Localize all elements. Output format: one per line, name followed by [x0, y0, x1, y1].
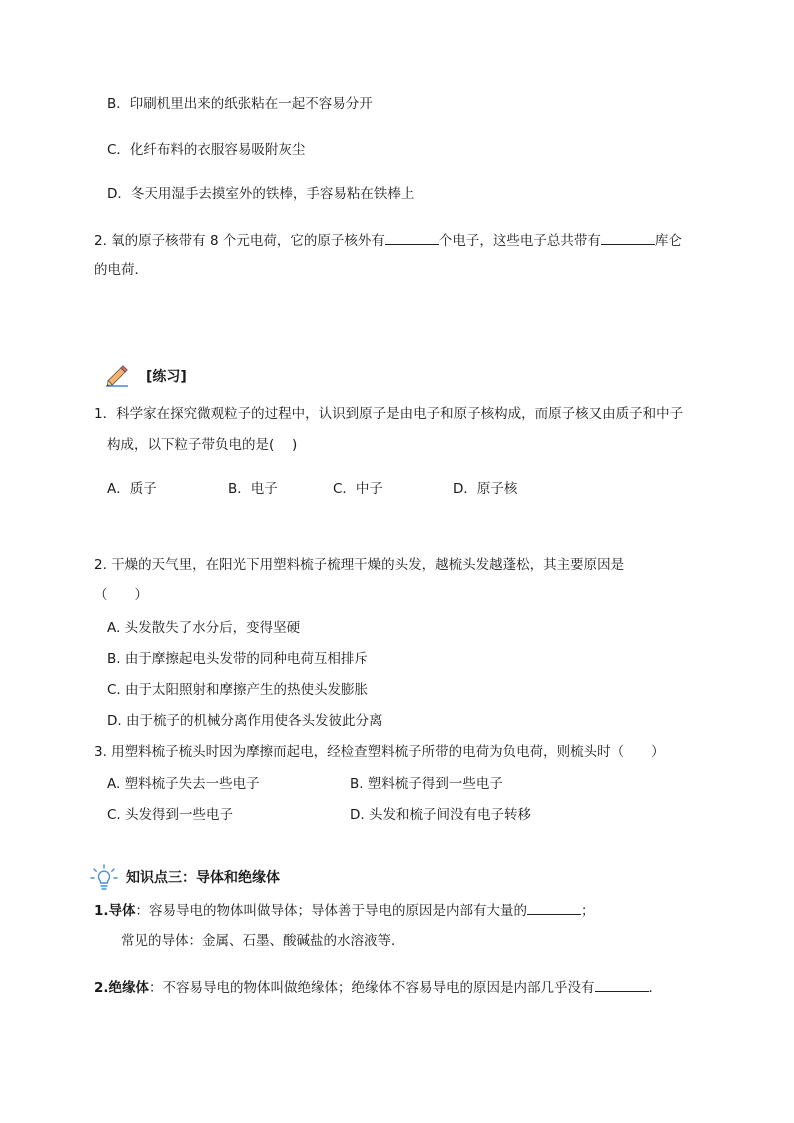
question-2-line2: 的电荷． [94, 262, 148, 278]
knowledge-item-2 [94, 977, 662, 997]
practice-q2-line2: （ ） [94, 587, 148, 603]
question-2-text-3: 库仑 [654, 233, 682, 249]
practice-q1-option-b: B．电子 [228, 481, 278, 497]
practice-q1-option-c: C．中子 [333, 481, 383, 497]
option-c: C．化纤布料的衣服容易吸附灰尘 [107, 142, 306, 158]
conductor-text: ：容易导电的物体叫做导体；导体善于导电的原因是内部有大量的 [135, 903, 528, 919]
answer-blank[interactable] [595, 977, 649, 992]
practice-q2-option-a: A. 头发散失了水分后，变得坚硬 [107, 620, 301, 636]
option-b: B．印刷机里出来的纸张粘在一起不容易分开 [107, 96, 373, 112]
practice-q3-option-b: B. 塑料梳子得到一些电子 [350, 776, 503, 792]
practice-q3-option-a: A. 塑料梳子失去一些电子 [107, 776, 260, 792]
knowledge-item-1-line2: 常见的导体：金属、石墨、酸碱盐的水溶液等． [121, 933, 405, 949]
answer-blank[interactable] [385, 230, 439, 245]
knowledge-heading: 知识点三：导体和绝缘体 [126, 870, 280, 886]
practice-q2-line1: 2. 干燥的天气里，在阳光下用塑料梳子梳理干燥的头发，越梳头发越蓬松，其主要原因是 [94, 557, 625, 573]
practice-q3-option-d: D. 头发和梳子间没有电子转移 [350, 807, 531, 823]
practice-q2-option-d: D. 由于梳子的机械分离作用使各头发彼此分离 [107, 713, 383, 729]
knowledge-item-1 [94, 900, 595, 920]
question-2-line1 [94, 230, 682, 250]
answer-blank[interactable] [601, 230, 655, 245]
practice-q1-line1: 1．科学家在探究微观粒子的过程中，认识到原子是由电子和原子核构成，而原子核又由质子和中子 [94, 406, 684, 422]
conductor-label: 1.导体 [94, 903, 136, 919]
option-d: D．冬天用湿手去摸室外的铁棒，手容易粘在铁棒上 [107, 186, 415, 202]
practice-q1-line2: 构成，以下粒子带负电的是( ) [107, 437, 298, 453]
lightbulb-icon [90, 864, 118, 892]
practice-q3-option-c: C. 头发得到一些电子 [107, 807, 234, 823]
question-2-text-2: 个电子，这些电子总共带有 [438, 233, 601, 249]
practice-heading: [练习] [146, 369, 187, 385]
insulator-label: 2.绝缘体 [94, 980, 150, 996]
practice-q3-line1: 3. 用塑料梳子梳头时因为摩擦而起电，经检查塑料梳子所带的电荷为负电荷，则梳头时（ ） [94, 744, 665, 760]
insulator-end: ． [648, 980, 663, 996]
practice-q1-option-a: A．质子 [107, 481, 157, 497]
pencil-icon [104, 361, 132, 389]
practice-q2-option-b: B. 由于摩擦起电头发带的同种电荷互相排斥 [107, 651, 368, 667]
answer-blank[interactable] [527, 900, 581, 915]
insulator-text: ：不容易导电的物体叫做绝缘体；绝缘体不容易导电的原因是内部几乎没有 [149, 980, 595, 996]
practice-q1-option-d: D．原子核 [453, 481, 518, 497]
conductor-end: ； [581, 903, 595, 919]
question-2-text-1: 2. 氧的原子核带有 8 个元电荷，它的原子核外有 [94, 233, 385, 249]
practice-q2-option-c: C. 由于太阳照射和摩擦产生的热使头发膨胀 [107, 682, 369, 698]
